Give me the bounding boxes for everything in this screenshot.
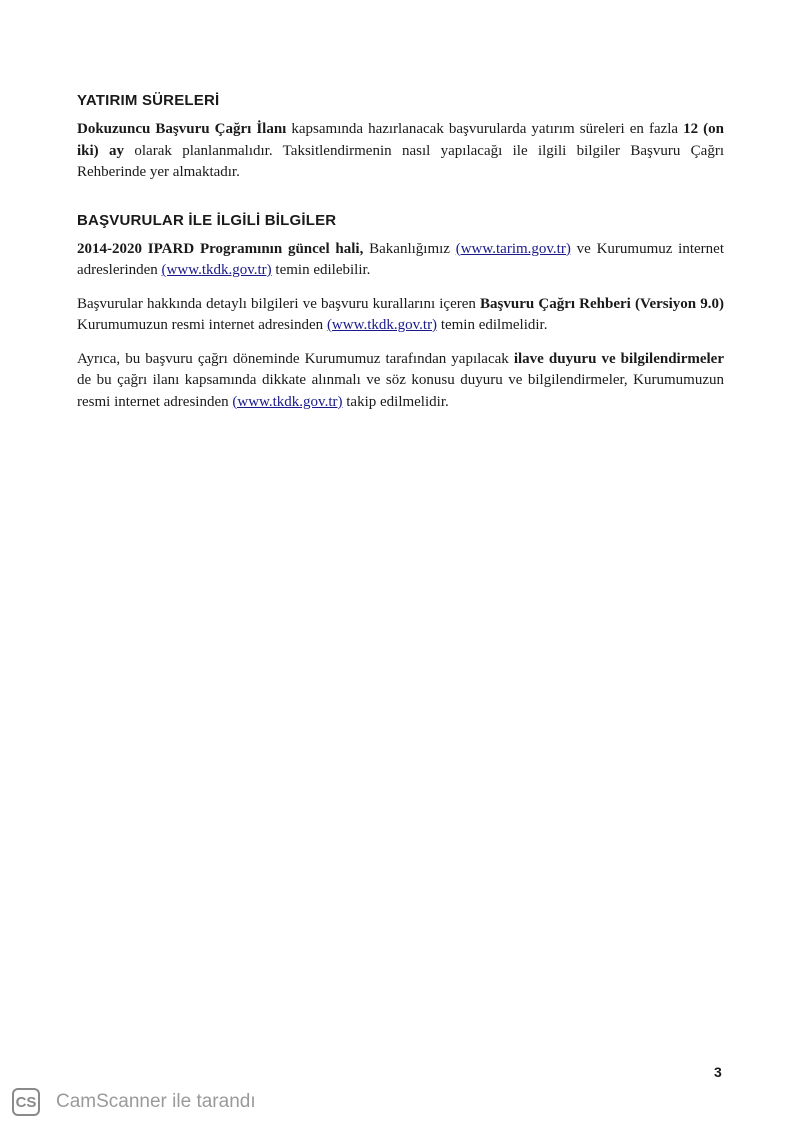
scanner-footer [12,1088,256,1116]
text: de bu çağrı ilanı kapsamında dikkate alınmalı ve söz konusu duyuru ve bilgilendirmeler, Kurumumuzun resmi internet adresinden [77,372,724,410]
text: ve Kurumumuz internet adreslerinden [77,240,724,278]
bold-text: Dokuzuncu Başvuru Çağrı İlanı [77,121,287,137]
link-tarim[interactable]: (www.tarim.gov.tr) [455,240,571,257]
text: takip edilmelidir. [342,393,449,410]
paragraph [77,294,724,337]
bold-text: 12 (on iki) ay [77,121,725,159]
link-tkdk[interactable]: (www.tkdk.gov.tr) [232,393,343,410]
page-number: 3 [714,1064,722,1080]
bold-text: ilave duyuru ve bilgilendirmeler [513,350,725,367]
text: temin edilebilir. [271,262,371,278]
camscanner-logo-icon: CS [12,1088,40,1116]
paragraph [77,349,724,414]
paragraph [77,119,724,184]
section-heading: BAŞVURULAR İLE İLGİLİ BİLGİLER [77,211,337,229]
link-tkdk[interactable]: (www.tkdk.gov.tr) [326,317,438,333]
link-tkdk[interactable]: (www.tkdk.gov.tr) [161,262,272,278]
bold-text: Başvuru Çağrı Rehberi (Versiyon 9.0) [480,295,724,312]
section-investment-periods [77,92,724,184]
text: Ayrıca, bu başvuru çağrı döneminde Kurumumuz tarafından yapılacak [77,350,514,367]
document-content [77,92,724,441]
text: Bakanlığımız [363,240,456,257]
text: kapsamında hazırlanacak başvurularda yatırım süreleri en fazla [286,121,684,137]
text: Başvurular hakkında detaylı bilgileri ve başvuru kurallarını içeren [77,295,481,312]
section-heading: YATIRIM SÜRELERİ [77,92,220,109]
bold-text: 2014-2020 IPARD Programının güncel hali, [77,240,364,257]
text: Kurumumuzun resmi internet adresinden [77,317,327,333]
text: olarak planlanmalıdır. Taksitlendirmenin nasıl yapılacağı ile ilgili bilgiler Başvuru Çağrı Rehberinde yer almaktadır. [77,142,724,180]
paragraph [77,239,724,282]
section-application-info [77,212,724,414]
scanner-watermark-text: CamScanner ile tarandı [56,1091,256,1112]
text: temin edilmelidir. [437,317,548,333]
